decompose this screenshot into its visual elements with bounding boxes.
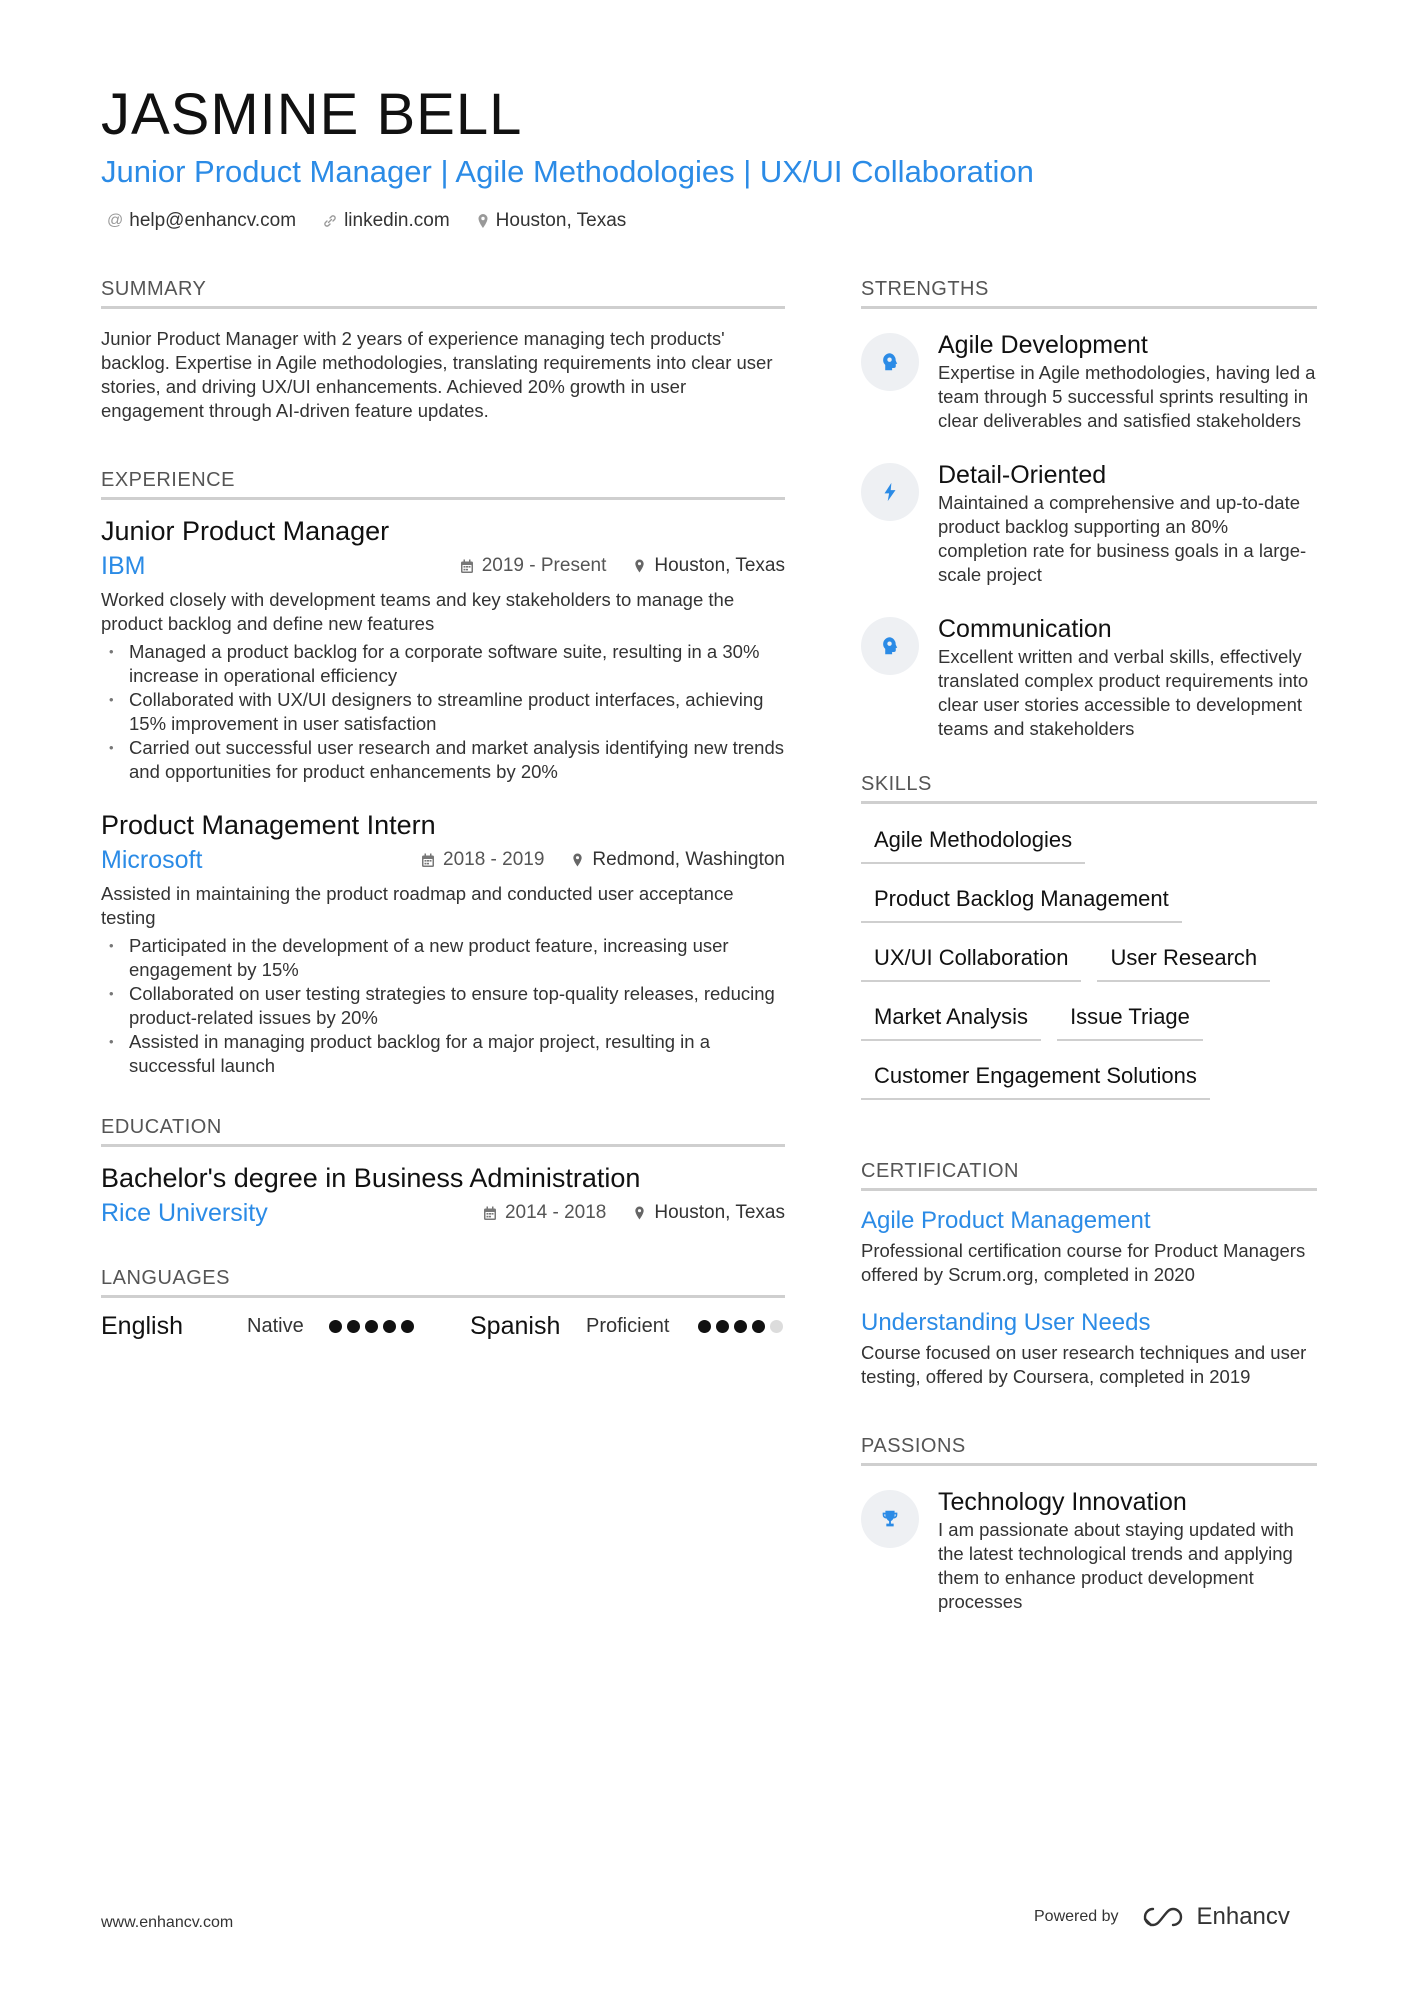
contact-list: [107, 210, 626, 232]
section-title: SKILLS: [861, 773, 1317, 804]
strength-description: Excellent written and verbal skills, effectively translated complex product requirements into clear user stories accessible to development teams and stakeholders: [938, 646, 1309, 739]
footer-website[interactable]: www.enhancv.com: [101, 1914, 234, 1931]
skill-tag: Issue Triage: [1057, 997, 1203, 1041]
job-location-text: Redmond, Washington: [592, 849, 785, 870]
summary-text: Junior Product Manager with 2 years of experience managing tech products' backlog. Expertise in Agile methodologies, translating requirements into clear user stories, and driving UX/UI enhancements. Achieved 20% growth in user engagement through AI-driven feature updates.: [101, 328, 773, 421]
rating-dot-filled: [752, 1320, 765, 1333]
job-dates: [460, 555, 607, 577]
language-list: [101, 1312, 785, 1341]
passion-description: I am passionate about staying updated with the latest technological trends and applying them to enhance product development processes: [938, 1519, 1294, 1612]
job-location: [570, 849, 785, 871]
contact-email-text: help@enhancv.com: [129, 210, 297, 231]
language-rating: [329, 1320, 470, 1333]
job-description: Assisted in maintaining the product roadmap and conducted user acceptance testing: [101, 883, 734, 928]
languages-section: [101, 1267, 785, 1341]
contact-location: [476, 210, 627, 232]
candidate-name: JASMINE BELL: [101, 82, 523, 147]
education-section: [101, 1116, 785, 1229]
contact-location-text: Houston, Texas: [495, 210, 627, 231]
strengths-section: [861, 278, 1317, 741]
education-location-text: Houston, Texas: [654, 1202, 785, 1223]
job-title: Junior Product Manager: [101, 516, 390, 546]
brand-logo[interactable]: [1141, 1903, 1290, 1931]
experience-entry: [101, 808, 785, 1078]
calendar-icon: [460, 559, 474, 574]
lightning-bolt-icon: [861, 463, 919, 521]
list-item: • Managed a product backlog for a corporate software suite, resulting in a 30% increase in operational efficiency: [101, 640, 785, 688]
brain-head-icon: [861, 333, 919, 391]
list-item: • Participated in the development of a new product feature, increasing user engagement by 15%: [101, 934, 785, 982]
job-location-text: Houston, Texas: [654, 555, 785, 576]
powered-by-text: Powered by: [1034, 1908, 1119, 1925]
candidate-headline: Junior Product Manager | Agile Methodologies | UX/UI Collaboration: [101, 154, 1034, 189]
strength-title: Communication: [938, 615, 1112, 643]
strength-item: [861, 459, 1317, 587]
strength-body: [938, 329, 1317, 433]
brain-head-icon: [861, 617, 919, 675]
rating-dot-filled: [365, 1320, 378, 1333]
contact-email[interactable]: [107, 210, 296, 232]
list-item: • Collaborated on user testing strategies to ensure top-quality releases, reducing product-related issues by 20%: [101, 982, 785, 1030]
strength-description: Maintained a comprehensive and up-to-date product backlog supporting an 80% completion rate for business goals in a large-scale project: [938, 492, 1307, 585]
job-description: Worked closely with development teams and key stakeholders to manage the product backlog and define new features: [101, 589, 735, 634]
strength-body: [938, 459, 1317, 587]
section-title: EDUCATION: [101, 1116, 785, 1147]
rating-dot-filled: [716, 1320, 729, 1333]
list-item: • Carried out successful user research and market analysis identifying new trends and opportunities for product enhancements by 20%: [101, 736, 785, 784]
summary-section: [101, 278, 785, 423]
strength-title: Detail-Oriented: [938, 461, 1107, 489]
section-title: PASSIONS: [861, 1435, 1317, 1466]
rating-dot-filled: [734, 1320, 747, 1333]
passion-item: [861, 1486, 1317, 1614]
at-icon: @: [107, 212, 124, 229]
location-pin-icon: [476, 213, 490, 229]
language-level: Native: [247, 1315, 304, 1337]
contact-linkedin-text: linkedin.com: [344, 210, 450, 231]
job-dates-text: 2019 - Present: [481, 555, 607, 576]
left-column: [101, 278, 785, 1341]
list-item: • Collaborated with UX/UI designers to streamline product interfaces, achieving 15% improvement in user satisfaction: [101, 688, 785, 736]
enhancv-logo-icon: [1141, 1905, 1187, 1929]
skills-section: [861, 773, 1317, 1100]
calendar-icon: [421, 853, 435, 868]
link-icon: [322, 213, 338, 229]
achievement-list: [101, 640, 785, 784]
education-dates-text: 2014 - 2018: [504, 1202, 607, 1223]
language-rating: [698, 1320, 783, 1333]
contact-linkedin[interactable]: [322, 210, 450, 232]
education-meta: [483, 1202, 785, 1224]
language-name: English: [101, 1312, 183, 1340]
language-name: Spanish: [470, 1312, 561, 1340]
section-title: EXPERIENCE: [101, 469, 785, 500]
list-item: • Assisted in managing product backlog for a major project, resulting in a successful launch: [101, 1030, 785, 1078]
footer-branding: [1034, 1903, 1290, 1931]
skill-tag: Market Analysis: [861, 997, 1041, 1041]
school-name: Rice University: [101, 1199, 268, 1227]
section-title: CERTIFICATION: [861, 1160, 1317, 1191]
passion-body: [938, 1486, 1317, 1614]
trophy-icon: [861, 1490, 919, 1548]
strength-item: [861, 329, 1317, 433]
company-name: IBM: [101, 552, 146, 580]
rating-dot-filled: [347, 1320, 360, 1333]
certification-description: Course focused on user research techniques and user testing, offered by Coursera, completed in 2019: [861, 1342, 1307, 1387]
certification-section: [861, 1160, 1317, 1389]
certification-item: [861, 1205, 1317, 1287]
skill-tag: Agile Methodologies: [861, 820, 1085, 864]
rating-dot-empty: [770, 1320, 783, 1333]
skill-list: [861, 820, 1317, 1100]
skill-tag: Product Backlog Management: [861, 879, 1182, 923]
calendar-icon: [483, 1206, 497, 1221]
certification-item: [861, 1307, 1317, 1389]
section-title: STRENGTHS: [861, 278, 1317, 309]
job-location: [632, 555, 785, 577]
strength-body: [938, 613, 1317, 741]
experience-entry: [101, 514, 785, 784]
passions-section: [861, 1435, 1317, 1614]
strength-title: Agile Development: [938, 331, 1148, 359]
section-title: SUMMARY: [101, 278, 785, 309]
achievement-list: [101, 934, 785, 1078]
rating-dot-filled: [698, 1320, 711, 1333]
job-meta: [460, 555, 785, 577]
rating-dot-filled: [329, 1320, 342, 1333]
location-pin-icon: [632, 558, 646, 574]
right-column: [861, 278, 1317, 1640]
job-dates: [421, 849, 544, 871]
location-pin-icon: [632, 1205, 646, 1221]
section-title: LANGUAGES: [101, 1267, 785, 1298]
degree-title: Bachelor's degree in Business Administration: [101, 1163, 641, 1193]
certification-title: Agile Product Management: [861, 1207, 1151, 1234]
education-meta-row: [101, 1197, 785, 1229]
education-location: [632, 1202, 785, 1224]
job-meta: [421, 849, 785, 871]
skill-tag: UX/UI Collaboration: [861, 938, 1081, 982]
certification-title: Understanding User Needs: [861, 1309, 1151, 1336]
strength-description: Expertise in Agile methodologies, having led a team through 5 successful sprints resulting in clear deliverables and satisfied stakeholders: [938, 362, 1316, 431]
strength-item: [861, 613, 1317, 741]
job-dates-text: 2018 - 2019: [443, 849, 545, 870]
job-title: Product Management Intern: [101, 810, 436, 840]
passion-title: Technology Innovation: [938, 1488, 1187, 1516]
job-meta-row: [101, 550, 785, 582]
skill-tag: User Research: [1097, 938, 1270, 982]
certification-description: Professional certification course for Product Managers offered by Scrum.org, completed in 2020: [861, 1240, 1306, 1285]
rating-dot-filled: [383, 1320, 396, 1333]
company-name: Microsoft: [101, 846, 203, 874]
brand-name: Enhancv: [1196, 1903, 1290, 1930]
language-level: Proficient: [586, 1315, 670, 1337]
rating-dot-filled: [401, 1320, 414, 1333]
job-meta-row: [101, 844, 785, 876]
education-dates: [483, 1202, 606, 1224]
experience-section: [101, 469, 785, 1078]
location-pin-icon: [570, 852, 584, 868]
skill-tag: Customer Engagement Solutions: [861, 1056, 1210, 1100]
